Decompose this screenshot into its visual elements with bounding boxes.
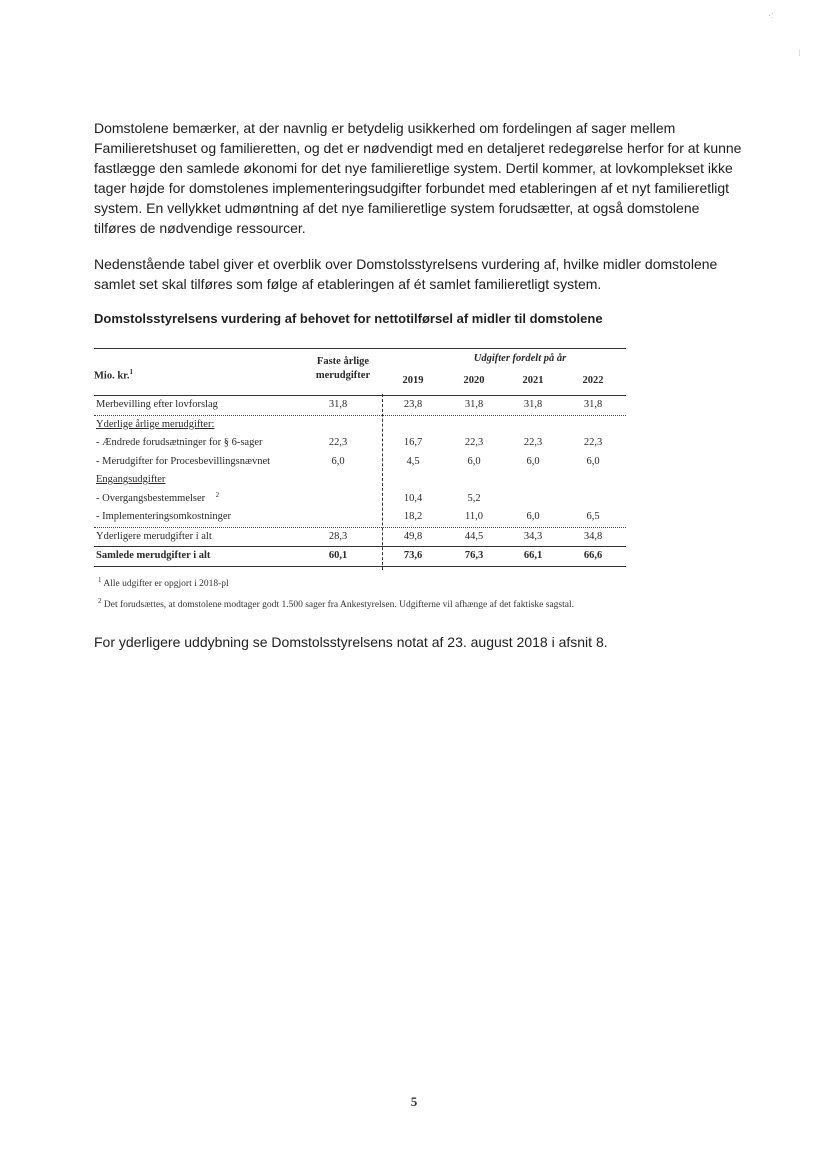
- year-value-cell: 66,6: [583, 550, 603, 561]
- fixed-cost-cell: 6,0: [331, 455, 345, 467]
- year-value-cell: 6,0: [586, 455, 600, 467]
- year-value-cell: 34,8: [583, 530, 603, 542]
- table-row: [94, 490, 626, 509]
- closing-paragraph: For yderligere uddybning se Domstolsstyrelsens notat af 23. august 2018 i afsnit 8.: [94, 634, 608, 650]
- year-header: 2020: [463, 375, 485, 386]
- paragraph-2: Nedenstående tabel giver et overblik over Domstolsstyrelsens vurdering af, hvilke midler domstolene samlet set skal tilføres som følge af etableringen af ét samlet familieretligt system.: [94, 256, 718, 292]
- year-header: 2019: [402, 375, 424, 386]
- table-row: [94, 416, 626, 435]
- year-header: 2022: [582, 375, 604, 386]
- year-value-cell: 76,3: [464, 550, 484, 561]
- year-value-cell: 11,0: [465, 511, 483, 522]
- year-value-cell: 49,8: [403, 530, 423, 542]
- row-label: Samlede merudgifter i alt: [96, 550, 211, 561]
- year-value-cell: 6,0: [526, 455, 540, 467]
- fixed-cost-cell: 60,1: [328, 550, 348, 561]
- year-value-cell: 22,3: [583, 437, 603, 448]
- year-value-cell: 22,3: [523, 437, 543, 448]
- paragraph-1: Domstolene bemærker, at der navnlig er betydelig usikkerhed om fordelingen af sager mellem Familieretshuset og familieretten, og det er nødvendigt med en detaljeret redegørelse herfor for at kunne fastlægge den samlede økonomi for det nye familieretlige system. Dertil kommer, at lovkomplekset ikke tager højde for domstolenes implementeringsudgifter forbundet med etableringen af et nyt familieretligt system. En vellykket udmøntning af det nye familieretlige system forudsætter, at også domstolene tilføres de nødvendige ressourcer.: [94, 120, 742, 236]
- row-label: - Implementeringsomkostninger: [96, 511, 232, 522]
- column-divider: [382, 394, 383, 570]
- table-row: [94, 547, 626, 567]
- year-header: 2021: [522, 375, 544, 386]
- unit-header: Mio. kr.$^1$: [94, 368, 133, 382]
- year-value-cell: 31,8: [464, 399, 484, 410]
- table-body: [94, 396, 626, 567]
- table-caption: Domstolsstyrelsens vurdering af behovet for nettotilførsel af midler til domstolene: [94, 311, 603, 326]
- footnote-1: $^1$ Alle udgifter er opgjort i 2018-pl: [98, 576, 229, 590]
- year-value-cell: 22,3: [464, 437, 484, 448]
- fixed-cost-cell: 31,8: [328, 399, 348, 410]
- footnote-ref: 2: [215, 490, 220, 499]
- fixed-cost-cell: 22,3: [328, 437, 348, 448]
- year-value-cell: 23,8: [403, 399, 423, 410]
- table-row: [94, 471, 626, 490]
- year-value-cell: 6,0: [467, 455, 481, 467]
- year-value-cell: 18,2: [403, 511, 423, 522]
- year-value-cell: 5,2: [467, 492, 481, 504]
- scan-mark: ⁝: [798, 48, 801, 58]
- row-label: - Merudgifter for Procesbevillingsnævnet: [96, 455, 271, 467]
- table-row: [94, 396, 626, 416]
- scan-mark: ·:: [768, 10, 774, 20]
- row-label: Yderlige årlige merudgifter:: [96, 418, 215, 430]
- row-label: Yderligere merudgifter i alt: [96, 530, 212, 542]
- row-label: Merbevilling efter lovforslag: [96, 399, 218, 410]
- year-value-cell: 6,5: [586, 511, 600, 522]
- table-row: [94, 453, 626, 472]
- year-value-cell: 66,1: [523, 550, 543, 561]
- budget-table: [94, 348, 626, 567]
- fixed-cost-cell: 28,3: [328, 530, 348, 542]
- year-value-cell: 31,8: [583, 399, 603, 410]
- year-value-cell: 10,4: [403, 492, 423, 504]
- year-group-header: Udgifter fordelt på år: [473, 353, 567, 364]
- year-value-cell: 34,3: [523, 530, 543, 542]
- footnote-2: $^2$ Det forudsættes, at domstolene modtager godt 1.500 sager fra Ankestyrelsen. Udgifterne vil afhænge af det faktiske sagstal.: [98, 597, 574, 611]
- table-row: [94, 508, 626, 528]
- table-row: [94, 528, 626, 548]
- year-value-cell: 16,7: [403, 437, 423, 448]
- year-value-cell: 44,5: [464, 530, 484, 542]
- page-number: 5: [410, 1094, 418, 1109]
- table-row: [94, 434, 626, 453]
- year-value-cell: 31,8: [523, 399, 543, 410]
- table-header: [94, 348, 626, 396]
- row-label: - Ændrede forudsætninger for § 6-sager: [96, 437, 263, 448]
- year-value-cell: 73,6: [403, 550, 423, 561]
- row-label: - Overgangsbestemmelser: [96, 492, 206, 504]
- fixed-costs-header: Faste årlige merudgifter: [315, 356, 371, 381]
- year-value-cell: 6,0: [526, 511, 540, 522]
- year-value-cell: 4,5: [406, 455, 420, 467]
- row-label: Engangsudgifter: [96, 474, 166, 485]
